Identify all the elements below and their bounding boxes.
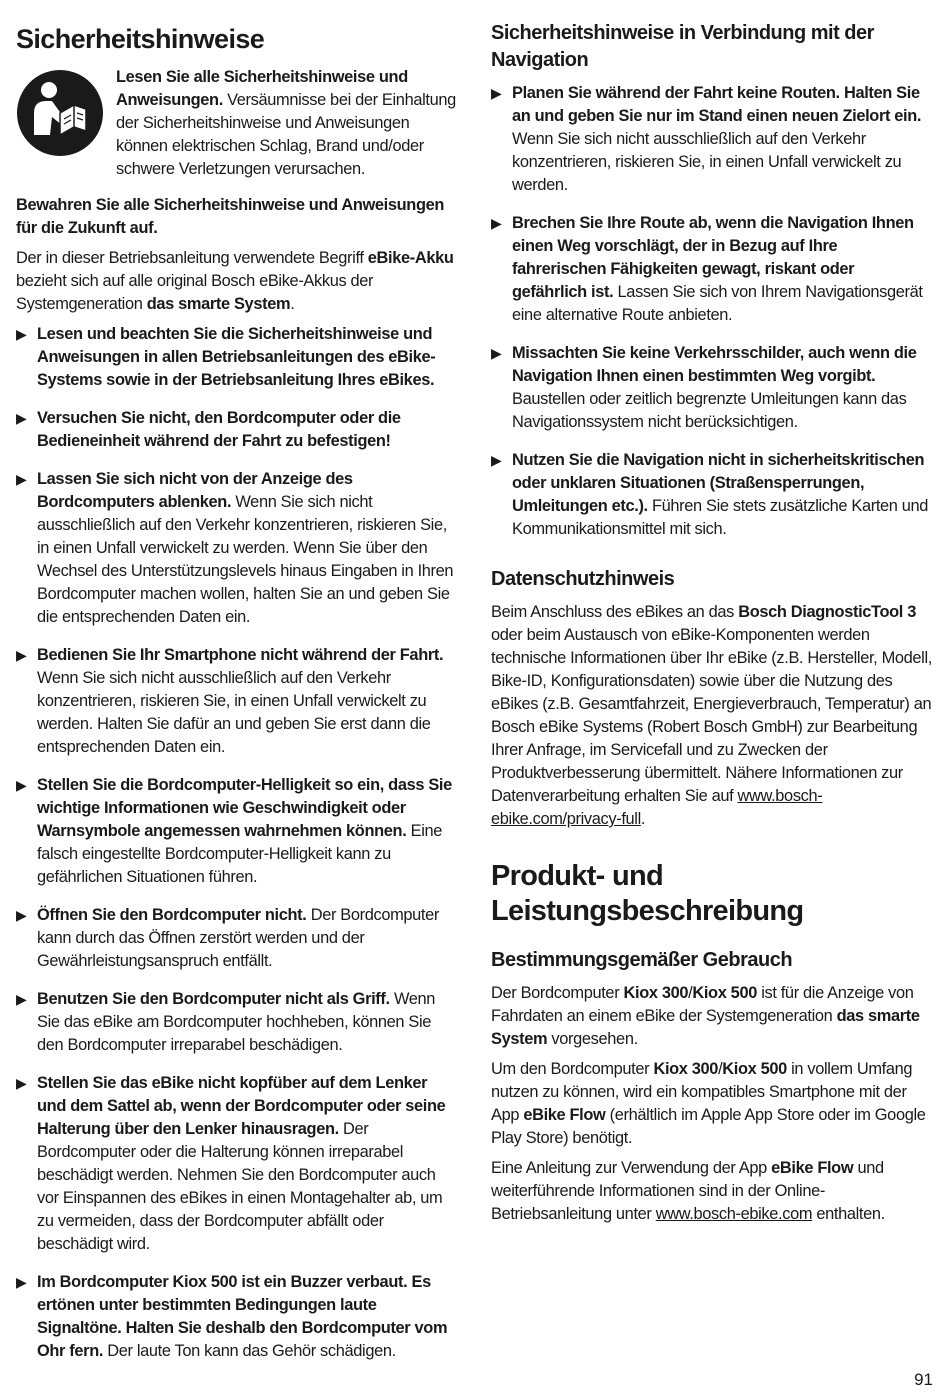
safety-bullet <box>16 468 458 636</box>
bullet-text <box>37 988 458 1057</box>
navigation-bullet <box>491 212 933 334</box>
privacy-text-3: . <box>640 810 646 828</box>
bullet-arrow-icon: ▶ <box>491 215 502 231</box>
text-span: / <box>718 1060 723 1078</box>
safety-bullet <box>16 407 458 460</box>
text-span: enthalten. <box>812 1205 885 1223</box>
right-column <box>491 20 933 1233</box>
bullet-text <box>37 904 458 973</box>
bullet-body: Lassen Sie sich von Ihrem Navigationsgerät eine alternative Route anbieten. <box>512 283 923 324</box>
bullet-arrow-icon: ▶ <box>16 647 27 663</box>
keep-notice: Bewahren Sie alle Sicherheitshinweise und Anweisungen für die Zukunft auf. <box>16 196 445 237</box>
bold-span: eBike Flow <box>771 1159 854 1177</box>
section-title-navigation: Sicherheitshinweise in Verbindung mit der Navigation <box>491 22 874 71</box>
term-text-2: bezieht sich auf alle original Bosch eBike-Akkus der Systemgeneration <box>16 272 374 313</box>
safety-bullet <box>16 1072 458 1263</box>
bullet-arrow-icon: ▶ <box>16 410 27 426</box>
page-number: 91 <box>914 1370 933 1389</box>
safety-bullet <box>16 323 458 399</box>
navigation-bullet <box>491 82 933 204</box>
text-span: Eine Anleitung zur Verwendung der App <box>491 1159 772 1177</box>
bold-span: das smarte System <box>491 1007 920 1048</box>
bullet-text <box>37 774 458 889</box>
bullet-text <box>37 407 458 453</box>
left-column <box>16 20 458 1378</box>
bold-span: Kiox 500 <box>722 1060 787 1078</box>
bullet-body: Eine falsch eingestellte Bordcomputer-Helligkeit kann zu gefährlichen Situationen führen. <box>37 822 443 886</box>
term-bold-1: eBike-Akku <box>367 249 454 267</box>
text-span: in vollem Umfang nutzen zu können, wird ein kompatibles Smartphone mit der App <box>491 1060 913 1124</box>
bullet-bold: Öffnen Sie den Bordcomputer nicht. <box>37 906 307 924</box>
section-title-privacy: Datenschutzhinweis <box>491 568 675 590</box>
bullet-bold: Stellen Sie das eBike nicht kopfüber auf dem Lenker und dem Sattel ab, wenn der Bordcomputer oder seine Halterung über den Lenker hinausragen. <box>37 1074 446 1138</box>
bullet-arrow-icon: ▶ <box>16 326 27 342</box>
bullet-body: Der Bordcomputer kann durch das Öffnen zerstört werden und der Gewährleistungsanspruch entfällt. <box>37 906 440 970</box>
bullet-body: Führen Sie stets zusätzliche Karten und Kommunikationsmittel mit sich. <box>512 497 929 538</box>
bullet-arrow-icon: ▶ <box>16 1075 27 1091</box>
text-span: (erhältlich im Apple App Store oder im Google Play Store) benötigt. <box>491 1106 926 1147</box>
bullet-body: Baustellen oder zeitlich begrenzte Umleitungen kann das Navigationssystem nicht berücksichtigen. <box>512 390 907 431</box>
bullet-arrow-icon: ▶ <box>491 452 502 468</box>
bullet-arrow-icon: ▶ <box>16 777 27 793</box>
bullet-bold: Nutzen Sie die Navigation nicht in sicherheitskritischen oder unklaren Situationen (Straßensperrungen, Umleitungen etc.). <box>512 451 925 515</box>
bullet-body: Wenn Sie sich nicht ausschließlich auf den Verkehr konzentrieren, riskieren Sie, in einen Unfall verwickelt zu werden. Halten Sie dafür an und geben Sie erst dann die entsprechenden Daten ein. <box>37 669 431 756</box>
bullet-bold: Stellen Sie die Bordcomputer-Helligkeit so ein, dass Sie wichtige Informationen wie Geschwindigkeit oder Warnsymbole angemessen wahrnehmen können. <box>37 776 452 840</box>
bullet-body: Wenn Sie sich nicht ausschließlich auf den Verkehr konzentrieren, riskieren Sie, in einen Unfall verwickelt zu werden. Wenn Sie über den Wechsel des Unterstützungslevels hinaus Eingaben in Ihren Bordcomputer machen wollen, halten Sie an und geben Sie die entsprechenden Daten ein. <box>37 493 454 626</box>
text-span: ist für die Anzeige von Fahrdaten an einem eBike der Systemgeneration <box>491 984 914 1025</box>
bullet-bold: Planen Sie während der Fahrt keine Routen. Halten Sie an und geben Sie nur im Stand einen neuen Zielort ein. <box>512 84 922 125</box>
bold-span: Kiox 500 <box>692 984 757 1002</box>
text-span: / <box>688 984 693 1002</box>
bullet-arrow-icon: ▶ <box>16 907 27 923</box>
privacy-text-2: oder beim Austausch von eBike-Komponenten werden technische Informationen über Ihr eBike (z.B. Hersteller, Modell, Bike-ID, Konfigurationsdaten) sowie über die Nutzung des eBikes (z.B. Gesamtfahrzeit, Energieverbrauch, Temperatur) an Bosch eBike Systems (Robert Bosch GmbH) zur Bearbeitung Ihrer Anfrage, im Servicefall und zu Zwecken der Produktverbesserung übermittelt. Nähere Informationen zur Datenverarbeitung erhalten Sie auf <box>491 626 932 805</box>
bullet-arrow-icon: ▶ <box>16 471 27 487</box>
intro-text: Versäumnisse bei der Einhaltung der Sicherheitshinweise und Anweisungen können elektrischen Schlag, Brand und/oder schwere Verletzungen verursachen. <box>116 91 456 178</box>
bullet-bold: Lassen Sie sich nicht von der Anzeige des Bordcomputers ablenken. <box>37 470 353 511</box>
bullet-text <box>37 1072 458 1256</box>
privacy-text-1: Beim Anschluss des eBikes an das <box>491 603 739 621</box>
text-span: Um den Bordcomputer <box>491 1060 654 1078</box>
intended-use-paragraph-2 <box>491 1058 933 1150</box>
bullet-body: Wenn Sie sich nicht ausschließlich auf den Verkehr konzentrieren, riskieren Sie, in einen Unfall verwickelt zu werden. <box>512 130 902 194</box>
bullet-bold: Im Bordcomputer Kiox 500 ist ein Buzzer verbaut. Es ertönen unter bestimmten Bedingungen laute Signaltöne. Halten Sie deshalb den Bordcomputer vom Ohr fern. <box>37 1273 448 1360</box>
bullet-body: Wenn Sie das eBike am Bordcomputer hochheben, können Sie den Bordcomputer irreparabel beschädigen. <box>37 990 436 1054</box>
read-manual-icon <box>16 69 104 157</box>
bullet-bold: Benutzen Sie den Bordcomputer nicht als Griff. <box>37 990 390 1008</box>
bullet-text <box>512 449 933 541</box>
safety-bullet <box>16 1271 458 1370</box>
bullet-bold: Versuchen Sie nicht, den Bordcomputer oder die Bedieneinheit während der Fahrt zu befestigen! <box>37 409 401 450</box>
term-bold-2: das smarte System <box>146 295 291 313</box>
bullet-text <box>512 212 933 327</box>
bullet-body: Der laute Ton kann das Gehör schädigen. <box>103 1342 396 1360</box>
intended-use-paragraph-3 <box>491 1157 933 1226</box>
text-span: und weiterführende Informationen sind in der Online-Betriebsanleitung unter <box>491 1159 884 1223</box>
intro-block <box>16 66 458 188</box>
navigation-bullet <box>491 449 933 548</box>
bullet-text <box>37 644 458 759</box>
text-span: Der Bordcomputer <box>491 984 624 1002</box>
safety-bullet <box>16 644 458 766</box>
intro-bold: Lesen Sie alle Sicherheitshinweise und Anweisungen. <box>116 68 408 109</box>
navigation-bullet <box>491 342 933 441</box>
bullet-bold: Brechen Sie Ihre Route ab, wenn die Navigation Ihnen einen Weg vorschlägt, der in Bezug auf Ihre fahrerischen Fähigkeiten gewagt, riskant oder gefährlich ist. <box>512 214 914 301</box>
privacy-paragraph <box>491 601 933 831</box>
bullet-text <box>512 342 933 434</box>
bold-span: Kiox 300 <box>653 1060 719 1078</box>
term-text-1: Der in dieser Betriebsanleitung verwendete Begriff <box>16 249 368 267</box>
safety-bullet <box>16 904 458 980</box>
privacy-bold: Bosch DiagnosticTool 3 <box>738 603 916 621</box>
section-title-product: Produkt- und Leistungsbeschreibung <box>491 860 804 927</box>
intended-use-paragraph-1 <box>491 982 933 1051</box>
safety-bullet <box>16 988 458 1064</box>
bullet-text <box>512 82 933 197</box>
bullet-bold: Lesen und beachten Sie die Sicherheitshinweise und Anweisungen in allen Betriebsanleitungen des eBike-Systems sowie in der Betriebsanleitung Ihres eBikes. <box>37 325 436 389</box>
term-paragraph <box>16 247 458 316</box>
bullet-text <box>37 1271 458 1363</box>
bullet-text <box>37 323 458 392</box>
bosch-ebike-link[interactable]: www.bosch-ebike.com <box>655 1205 813 1223</box>
bullet-arrow-icon: ▶ <box>16 1274 27 1290</box>
bullet-arrow-icon: ▶ <box>491 85 502 101</box>
bold-span: eBike Flow <box>523 1106 606 1124</box>
bullet-text <box>37 468 458 629</box>
term-text-3: . <box>290 295 295 313</box>
text-span: vorgesehen. <box>547 1030 638 1048</box>
safety-bullet <box>16 774 458 896</box>
bullet-bold: Missachten Sie keine Verkehrsschilder, auch wenn die Navigation Ihnen einen bestimmten Weg vorgibt. <box>512 344 917 385</box>
section-title-intended-use: Bestimmungsgemäßer Gebrauch <box>491 949 793 971</box>
privacy-link[interactable]: www.bosch-ebike.com/privacy-full <box>491 787 823 828</box>
intro-paragraph <box>116 66 458 181</box>
bullet-body: Der Bordcomputer oder die Halterung können irreparabel beschädigt werden. Nehmen Sie den Bordcomputer auch vor Einspannen des eBikes in einen Montagehalter ab, um zu vermeiden, dass der Bordcomputer abfällt oder beschädigt wird. <box>37 1120 443 1253</box>
bullet-arrow-icon: ▶ <box>16 991 27 1007</box>
bold-span: Kiox 300 <box>623 984 689 1002</box>
section-title-safety: Sicherheitshinweise <box>16 24 265 54</box>
bullet-arrow-icon: ▶ <box>491 345 502 361</box>
bullet-bold: Bedienen Sie Ihr Smartphone nicht während der Fahrt. <box>37 646 444 664</box>
